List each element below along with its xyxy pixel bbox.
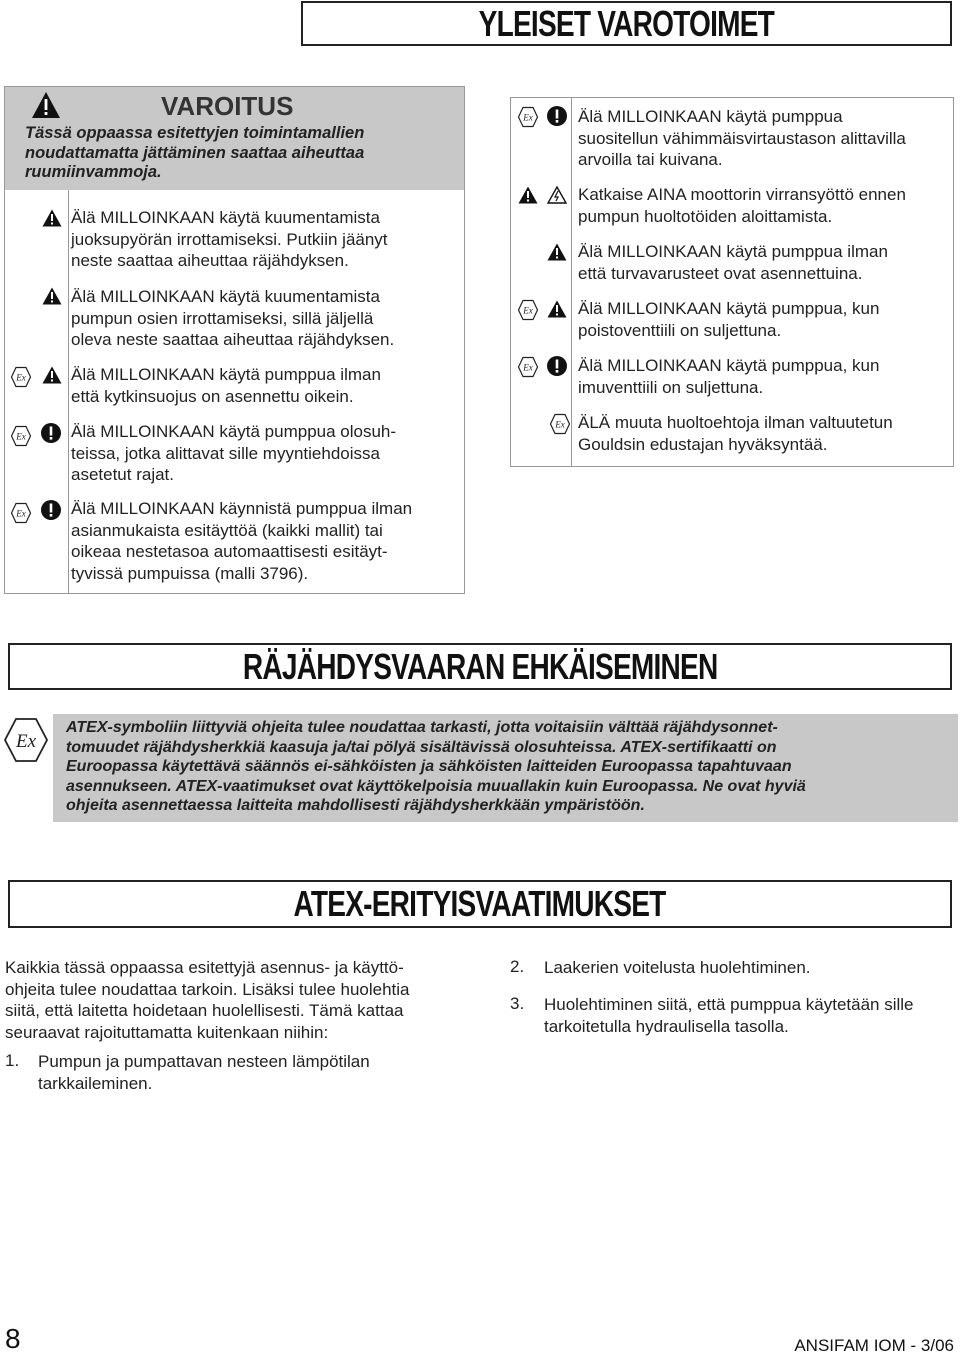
- item-line: Gouldsin edustajan hyväksyntää.: [578, 434, 828, 454]
- intro-line: siitä, että laitetta hoidetaan huolellisesti. Tämä kattaa: [5, 1001, 404, 1020]
- intro-line: ohjeita tulee noudattaa tarkoin. Lisäksi tulee huolehtia: [5, 979, 410, 999]
- warning-icon: [517, 184, 539, 206]
- item-line: juoksupyörän irrottamiseksi. Putkiin jäänyt: [71, 229, 388, 249]
- svg-text:Ex: Ex: [523, 112, 533, 123]
- atex-icon: [549, 413, 571, 435]
- caution-icon: [546, 105, 568, 127]
- atex-icon: [10, 502, 32, 524]
- page-number: 8: [5, 1323, 21, 1354]
- atex-notice-text: [66, 718, 806, 816]
- section3-intro: [5, 957, 410, 1043]
- atex-icon: [10, 425, 32, 447]
- intro-line: Kaikkia tässä oppaassa esitettyjä asennus- ja käyttö-: [5, 958, 404, 977]
- intro-line: noudattamatta jättäminen saattaa aiheuttaa: [25, 143, 365, 162]
- list-number: 3.: [510, 994, 525, 1013]
- item-line: Älä MILLOINKAAN käytä pumppua, kun: [578, 299, 880, 318]
- list-number: 2.: [510, 957, 525, 976]
- page-title-box: [301, 1, 952, 46]
- item-line: että turvavarusteet ovat asennettuina.: [578, 263, 863, 283]
- item-line: Älä MILLOINKAAN käytä pumppua olosuh-: [71, 422, 397, 441]
- svg-text:Ex: Ex: [16, 431, 26, 442]
- caution-icon: [40, 499, 62, 521]
- atex-icon: [517, 299, 539, 321]
- notice-line: asennukseen. ATEX-vaatimukset ovat käyttökelpoisia muuallakin kuin Euroopassa. Ne ovat hyviä: [66, 777, 806, 795]
- item-line: imuventtiili on suljettuna.: [578, 377, 764, 397]
- svg-text:Ex: Ex: [523, 362, 533, 373]
- notice-line: tomuudet räjähdysherkkiä kaasuja ja/tai pölyä sisältävissä olosuhteissa. ATEX-sertifikaatti on: [66, 738, 777, 756]
- item-line: pumpun osien irrottamiseksi, sillä jäljellä: [71, 308, 374, 328]
- notice-line: ohjeita asennettaessa laitteita mahdollisesti räjähdysherkkään ympäristöön.: [66, 797, 645, 814]
- item-line: asianmukaista esitäyttöä (kaikki mallit) tai: [71, 520, 383, 540]
- warning-intro: [25, 124, 364, 183]
- item-line: Älä MILLOINKAAN käytä pumppua ilman: [71, 365, 381, 384]
- item-line: Älä MILLOINKAAN käytä kuumentamista: [71, 287, 380, 306]
- item-line: teissa, jotka alittavat sille myyntiehdoissa: [71, 443, 380, 463]
- item-line: Älä MILLOINKAAN käytä pumppua, kun: [578, 356, 880, 375]
- caution-icon: [40, 422, 62, 444]
- item-line: Katkaise AINA moottorin virransyöttö ennen: [578, 185, 906, 204]
- svg-text:Ex: Ex: [16, 372, 26, 383]
- intro-line: Tässä oppaassa esitettyjen toimintamallien: [25, 124, 365, 142]
- item-line: oleva neste saattaa aiheuttaa räjähdyksen.: [71, 330, 395, 349]
- warning-icon: [546, 298, 568, 320]
- list-line: tarkkaileminen.: [38, 1073, 153, 1093]
- svg-text:Ex: Ex: [555, 419, 565, 430]
- svg-text:Ex: Ex: [16, 508, 26, 519]
- item-line: pumpun huoltotöiden aloittamista.: [578, 206, 833, 226]
- list-line: Laakerien voitelusta huolehtiminen.: [544, 958, 811, 977]
- warning-icon: [41, 364, 63, 386]
- electrical-warning-icon: [546, 184, 568, 206]
- atex-large-icon: [2, 716, 50, 769]
- warning-heading: VAROITUS: [161, 91, 294, 121]
- item-line: oikeaa nestetasoa automaattisesti esitäyt-: [71, 542, 388, 561]
- item-line: Älä MILLOINKAAN käytä pumppua ilman: [578, 242, 888, 261]
- atex-icon: [10, 366, 32, 388]
- warning-icon: [546, 241, 568, 263]
- atex-icon: [517, 106, 539, 128]
- list-line: Pumpun ja pumpattavan nesteen lämpötilan: [38, 1052, 370, 1071]
- caution-icon: [546, 355, 568, 377]
- section-title: ATEX-ERITYISVAATIMUKSET: [293, 883, 667, 924]
- item-line: asetetut rajat.: [71, 465, 175, 484]
- icon-column-divider: [68, 190, 69, 594]
- svg-text:Ex: Ex: [15, 731, 37, 752]
- item-line: neste saattaa aiheuttaa räjähdyksen.: [71, 251, 349, 270]
- item-line: Älä MILLOINKAAN käytä kuumentamista: [71, 208, 380, 227]
- warning-icon: [41, 285, 63, 307]
- item-line: suositellun vähimmäisvirtaustason alittavilla: [578, 128, 906, 148]
- notice-line: ATEX-symboliin liittyviä ohjeita tulee noudattaa tarkasti, jotta voitaisiin välttää räjähdysonnet-: [66, 719, 778, 736]
- section-title: RÄJÄHDYSVAARAN EHKÄISEMINEN: [242, 645, 718, 687]
- page-title: YLEISET VAROTOIMET: [478, 2, 775, 44]
- svg-text:Ex: Ex: [523, 305, 533, 316]
- warning-icon: [41, 207, 63, 229]
- list-line: Huolehtiminen siitä, että pumppua käytetään sille: [544, 995, 914, 1014]
- list-number: 1.: [5, 1051, 20, 1070]
- icon-column-divider: [571, 98, 572, 466]
- atex-notice: [53, 714, 958, 822]
- section-title-box: [8, 880, 952, 928]
- item-line: tyvissä pumpuissa (malli 3796).: [71, 563, 309, 583]
- item-line: Älä MILLOINKAAN käytä pumppua: [578, 107, 843, 126]
- notice-line: Euroopassa käytettävä säännös ei-sähköisten ja sähköisten laitteiden Euroopassa tapahtuvaan: [66, 758, 792, 775]
- item-line: poistoventtiili on suljettuna.: [578, 320, 782, 340]
- list-line: tarkoitetulla hydraulisella tasolla.: [544, 1016, 789, 1036]
- atex-icon: [517, 356, 539, 378]
- warning-box-header: [5, 87, 464, 190]
- document-reference: ANSIFAM IOM - 3/06: [794, 1336, 954, 1355]
- item-line: ÄLÄ muuta huoltoehtoja ilman valtuutetun: [578, 413, 893, 432]
- intro-line: seuraavat rajoituttamatta kuitenkaan niihin:: [5, 1022, 329, 1042]
- section-title-box: [8, 643, 952, 690]
- intro-line: ruumiinvammoja.: [25, 163, 162, 181]
- warning-icon: [31, 91, 61, 124]
- item-line: että kytkinsuojus on asennettu oikein.: [71, 386, 354, 406]
- item-line: arvoilla tai kuivana.: [578, 150, 723, 169]
- item-line: Älä MILLOINKAAN käynnistä pumppua ilman: [71, 499, 413, 518]
